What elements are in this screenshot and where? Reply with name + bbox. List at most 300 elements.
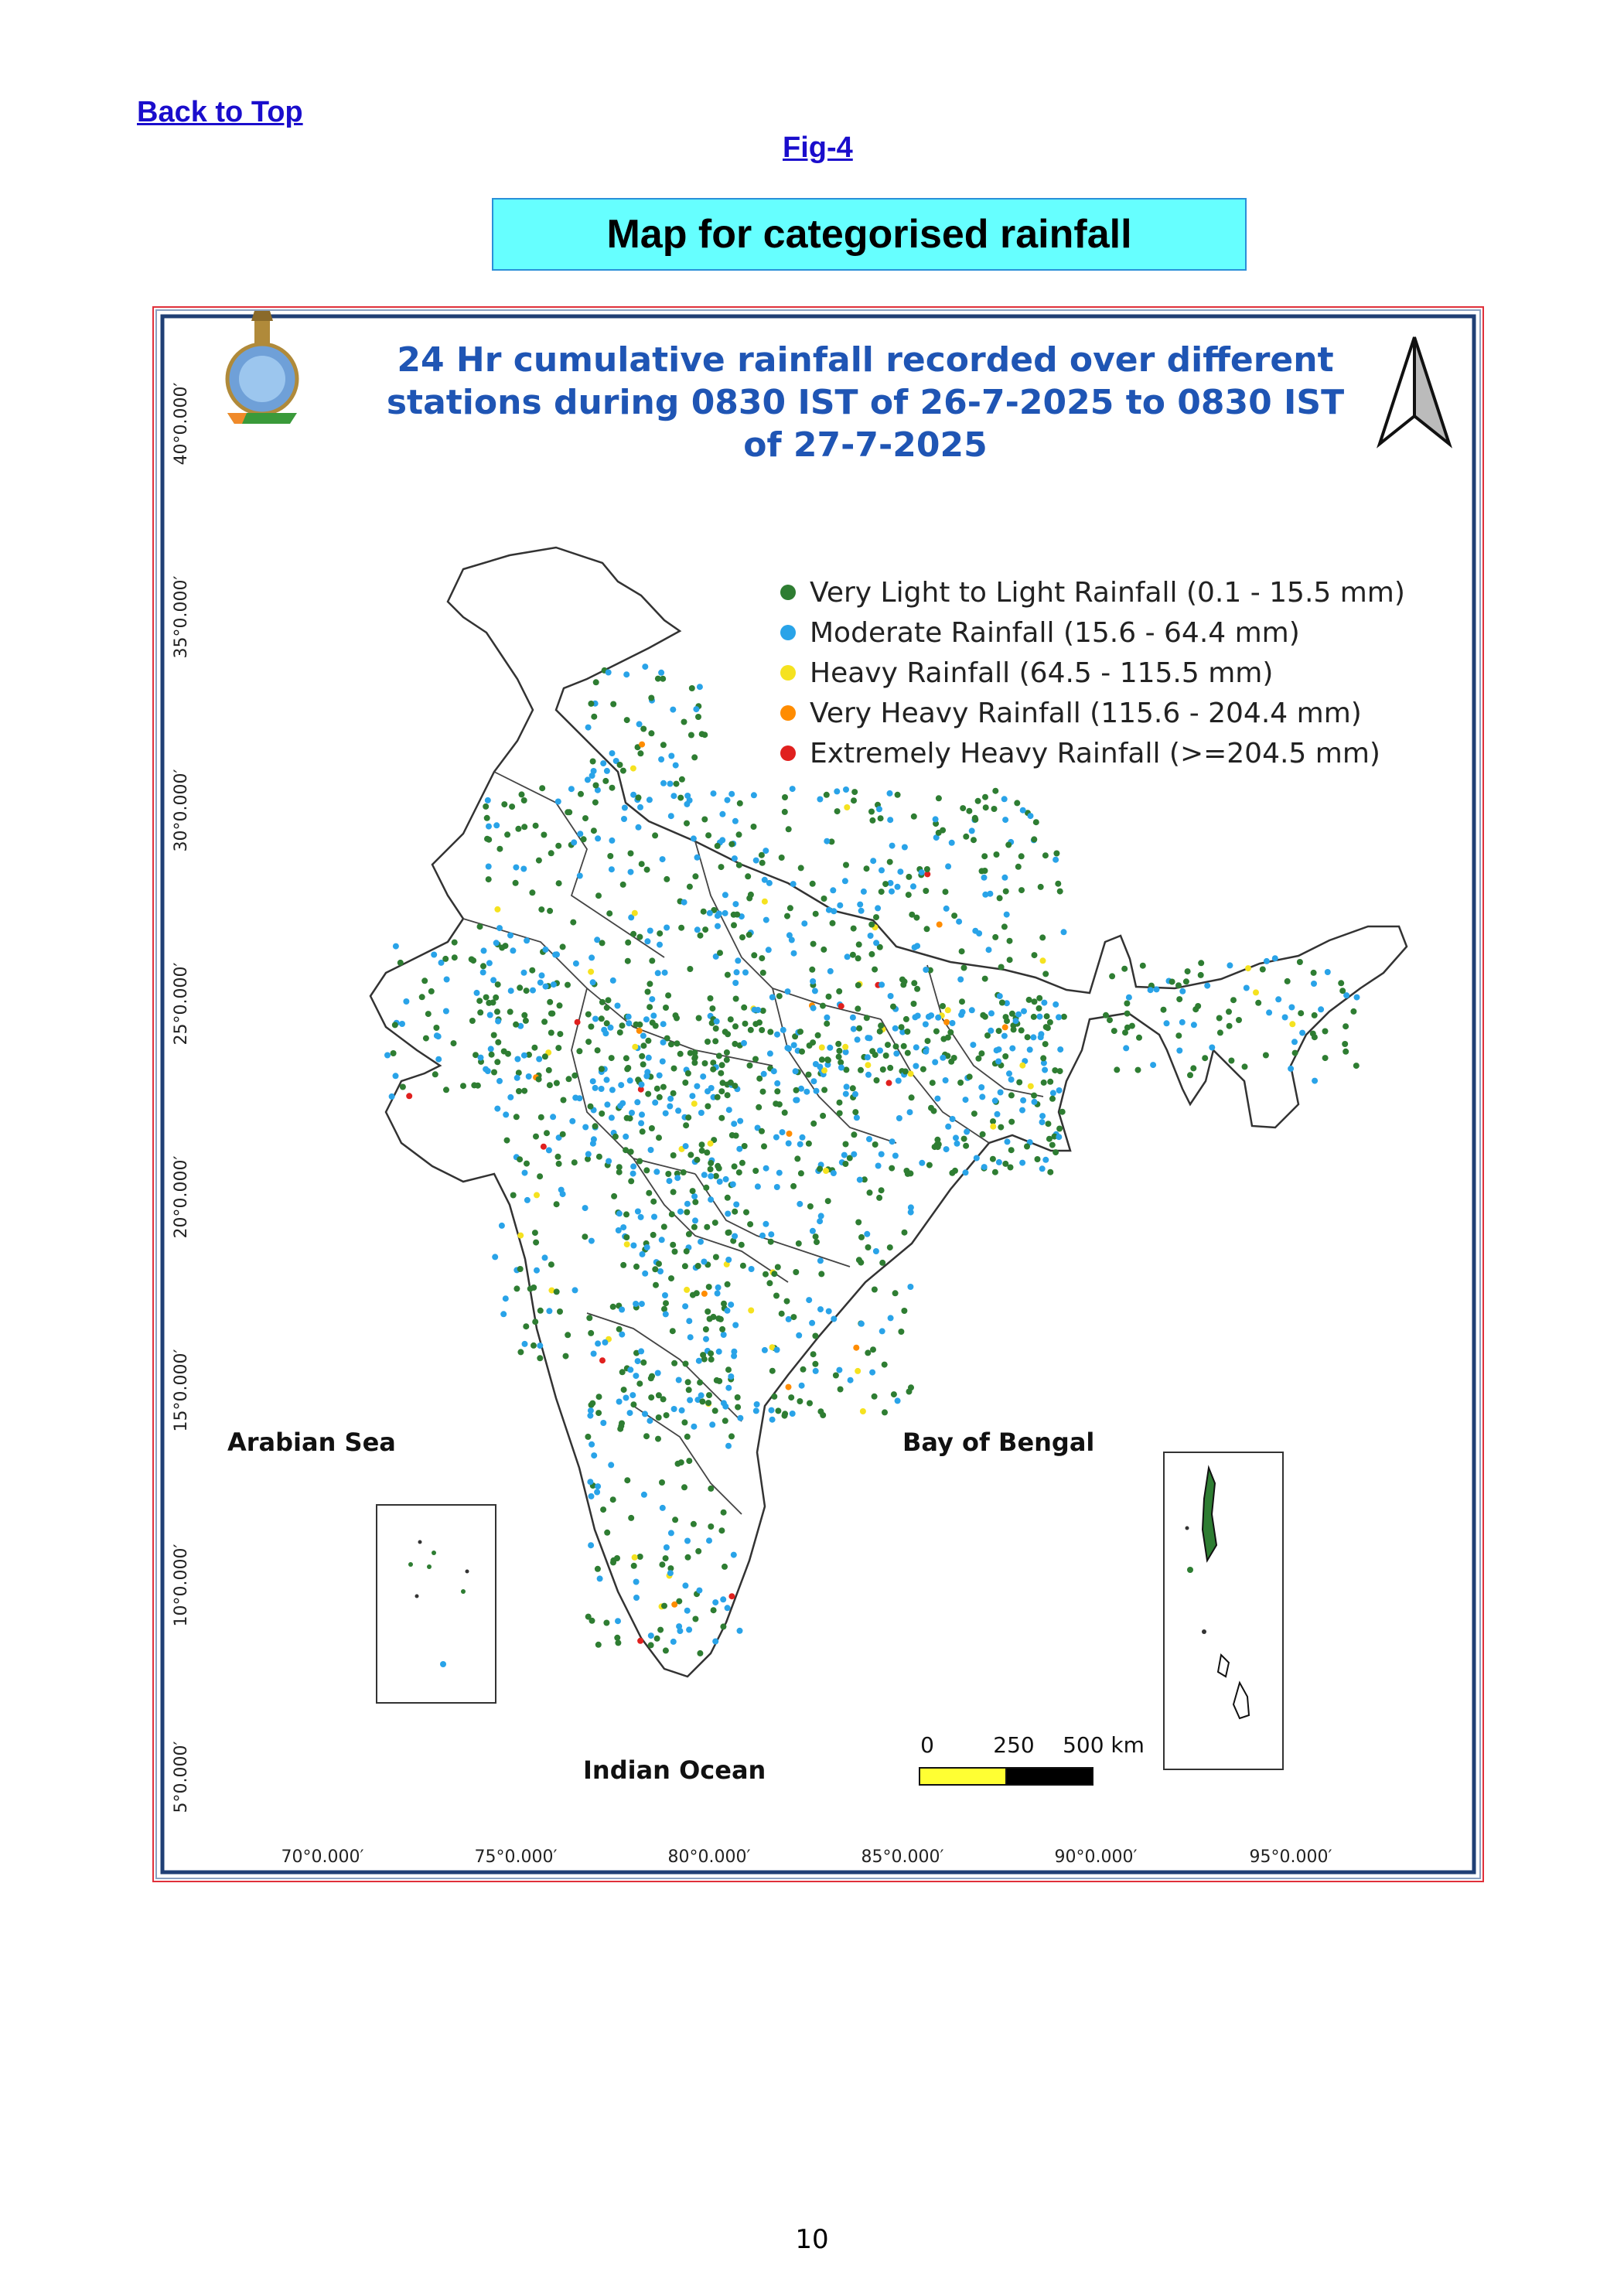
station-marker [879, 1328, 885, 1334]
station-marker [664, 1412, 670, 1418]
station-marker [990, 1124, 996, 1130]
station-marker [812, 1333, 818, 1339]
station-marker [515, 826, 521, 832]
station-marker [812, 1361, 818, 1367]
station-marker [696, 1015, 702, 1022]
station-marker [554, 1080, 560, 1087]
station-marker [787, 905, 793, 911]
station-marker [520, 866, 527, 872]
station-marker [517, 984, 523, 991]
station-marker [488, 1046, 494, 1052]
station-marker [726, 1107, 732, 1113]
station-marker [797, 1029, 803, 1035]
station-marker [853, 1345, 859, 1351]
station-marker [667, 1570, 674, 1576]
station-marker [779, 855, 785, 861]
station-marker [637, 804, 643, 810]
station-marker [630, 766, 636, 772]
station-marker [547, 999, 553, 1005]
station-marker [978, 1050, 984, 1056]
station-marker [517, 1266, 524, 1272]
lat-label-40: 40°0.000′ [172, 382, 191, 466]
station-marker [819, 1056, 825, 1063]
station-marker [943, 1077, 949, 1083]
station-marker [593, 783, 599, 789]
station-marker [766, 1280, 773, 1286]
station-marker [642, 664, 648, 670]
back-to-top-link[interactable]: Back to Top [137, 96, 303, 128]
station-marker [517, 1349, 524, 1355]
station-marker [435, 1033, 442, 1039]
station-marker [560, 1191, 566, 1197]
station-marker [836, 1048, 842, 1054]
station-marker [554, 1288, 560, 1295]
station-marker [810, 978, 816, 984]
station-marker [1039, 1113, 1046, 1119]
station-marker [1039, 934, 1046, 940]
station-marker [539, 972, 545, 978]
station-marker [1244, 985, 1250, 991]
station-marker [945, 1007, 951, 1013]
station-marker [592, 1016, 599, 1022]
station-marker [565, 809, 571, 815]
station-marker [771, 1271, 777, 1277]
station-marker [514, 1056, 520, 1063]
station-marker [556, 880, 562, 886]
station-marker [899, 977, 906, 983]
station-marker [701, 909, 707, 915]
station-marker [790, 786, 796, 792]
station-marker [663, 1311, 669, 1317]
station-marker [662, 1292, 668, 1298]
station-marker [572, 1287, 578, 1293]
station-marker [907, 1284, 913, 1290]
station-marker [697, 684, 703, 690]
station-marker [675, 1461, 681, 1467]
station-marker [1006, 1070, 1012, 1076]
station-marker [486, 864, 492, 870]
station-marker [670, 793, 677, 799]
station-marker [721, 1301, 727, 1307]
station-marker [660, 1396, 667, 1402]
station-marker [716, 1349, 722, 1355]
station-marker [694, 855, 701, 861]
station-marker [492, 1254, 498, 1260]
station-marker [974, 1155, 980, 1162]
station-marker [736, 831, 742, 838]
station-marker [644, 1244, 650, 1250]
station-marker [1202, 1055, 1208, 1061]
station-marker [737, 1415, 743, 1421]
station-marker [782, 1413, 788, 1419]
station-marker [620, 1262, 626, 1268]
station-marker [443, 1087, 449, 1093]
station-marker [824, 1015, 830, 1021]
station-marker [774, 1080, 780, 1087]
station-marker [442, 956, 449, 962]
station-marker [901, 1043, 907, 1049]
station-marker [1339, 988, 1346, 994]
station-marker [507, 933, 513, 939]
station-marker [705, 1308, 711, 1315]
station-marker [686, 1458, 692, 1464]
station-marker [1187, 1072, 1193, 1078]
station-marker [684, 1201, 691, 1207]
station-marker [810, 941, 817, 947]
station-marker [788, 1394, 794, 1400]
station-marker [958, 1012, 964, 1018]
station-marker [834, 808, 841, 814]
station-marker [1035, 1156, 1041, 1162]
station-marker [785, 988, 791, 994]
station-marker [776, 1170, 783, 1176]
station-marker [1343, 1023, 1349, 1029]
station-marker [1004, 1018, 1010, 1024]
station-marker [971, 837, 977, 843]
station-marker [664, 1544, 670, 1551]
station-marker [516, 1088, 522, 1094]
station-marker [595, 1642, 602, 1648]
lat-label-20: 20°0.000′ [172, 1155, 191, 1239]
station-marker [1056, 1014, 1062, 1020]
station-marker [496, 925, 503, 931]
legend-label-very-heavy: Very Heavy Rainfall (115.6 - 204.4 mm) [810, 698, 1362, 729]
station-marker [1044, 1013, 1050, 1019]
station-marker [712, 1220, 718, 1226]
station-marker [753, 1407, 759, 1414]
station-marker [784, 913, 790, 919]
station-marker [1169, 979, 1175, 985]
station-marker [532, 1230, 538, 1236]
station-marker [825, 1198, 831, 1204]
station-marker [1038, 1034, 1044, 1040]
station-marker [756, 1076, 763, 1082]
station-marker [602, 1339, 608, 1346]
station-marker [695, 1548, 701, 1554]
station-marker [503, 1295, 509, 1302]
station-marker [499, 1223, 505, 1229]
station-marker [923, 1022, 929, 1028]
station-marker [741, 1040, 747, 1046]
station-marker [685, 1114, 691, 1121]
station-marker [685, 1070, 691, 1076]
station-marker [595, 892, 602, 899]
station-marker [674, 781, 680, 787]
station-marker [737, 1628, 743, 1634]
station-marker [647, 928, 653, 934]
station-marker [992, 1169, 998, 1175]
station-marker [1140, 963, 1146, 969]
station-marker [843, 1141, 849, 1148]
station-marker [715, 1094, 721, 1100]
station-marker [1001, 796, 1008, 802]
station-marker [672, 1516, 678, 1523]
station-marker [703, 1326, 709, 1332]
station-marker [732, 1023, 739, 1029]
station-marker [796, 1332, 802, 1339]
station-marker [734, 969, 740, 975]
station-marker [848, 1377, 854, 1383]
station-marker [820, 1003, 826, 1009]
station-marker [940, 827, 946, 834]
station-marker [531, 1284, 537, 1291]
station-marker [670, 1152, 677, 1158]
station-marker [687, 797, 693, 803]
station-marker [857, 1177, 863, 1183]
station-marker [817, 797, 823, 803]
station-marker [731, 1552, 737, 1558]
station-marker [640, 726, 647, 732]
station-marker [722, 1564, 728, 1570]
station-marker [732, 818, 739, 824]
station-marker [1191, 1022, 1197, 1028]
station-marker [607, 853, 613, 859]
station-marker [799, 1049, 805, 1055]
station-marker [660, 1039, 667, 1046]
station-marker [910, 883, 916, 889]
station-marker [1289, 1021, 1295, 1027]
station-marker [513, 1022, 519, 1028]
station-marker [824, 838, 830, 844]
station-marker [623, 1134, 629, 1140]
station-marker [555, 843, 561, 849]
station-marker [1312, 1034, 1318, 1040]
station-marker [549, 1011, 555, 1017]
station-marker [636, 1028, 643, 1034]
station-marker [485, 1068, 491, 1074]
station-marker [949, 1170, 955, 1176]
station-marker [667, 1178, 673, 1184]
station-marker [1047, 1019, 1053, 1025]
station-marker [833, 1373, 839, 1379]
station-marker [1019, 1160, 1025, 1166]
station-marker [959, 948, 965, 954]
station-marker [786, 1384, 792, 1390]
station-marker [855, 955, 861, 961]
station-marker [763, 1271, 769, 1278]
station-marker [691, 1224, 698, 1230]
station-marker [855, 1036, 861, 1042]
station-marker [981, 1164, 988, 1170]
station-marker [696, 1358, 702, 1364]
station-marker [682, 1080, 688, 1086]
station-marker [760, 1089, 766, 1095]
station-marker [842, 878, 848, 884]
station-marker [836, 1367, 842, 1373]
station-marker [538, 906, 544, 913]
station-marker [642, 1411, 648, 1417]
station-marker [761, 1143, 767, 1149]
station-marker [638, 1214, 644, 1220]
station-marker [1007, 938, 1013, 944]
station-marker [684, 1248, 690, 1254]
station-marker [1148, 987, 1154, 993]
station-marker [1299, 1030, 1305, 1036]
station-marker [773, 1293, 780, 1299]
station-marker [693, 706, 699, 712]
station-marker [1008, 1076, 1015, 1083]
station-marker [877, 1048, 883, 1054]
figure-link[interactable]: Fig-4 [783, 131, 853, 164]
station-marker [636, 794, 642, 800]
station-marker [609, 785, 616, 791]
station-marker [736, 1146, 742, 1152]
station-marker [716, 1052, 722, 1059]
station-marker [1043, 1024, 1049, 1030]
station-marker [554, 951, 560, 957]
station-marker [604, 1005, 610, 1011]
station-marker [597, 1575, 603, 1581]
station-marker [715, 1315, 722, 1322]
station-marker [719, 837, 725, 843]
station-marker [887, 817, 893, 823]
station-marker [487, 1012, 493, 1018]
station-marker [956, 919, 962, 925]
station-marker [771, 1068, 777, 1074]
station-marker [699, 1398, 705, 1404]
station-marker [632, 1554, 638, 1561]
station-marker [752, 1168, 759, 1174]
station-marker [600, 760, 606, 766]
station-marker [810, 1351, 817, 1357]
station-marker [963, 1169, 969, 1175]
station-marker [655, 676, 661, 682]
station-marker [670, 1189, 677, 1195]
station-marker [640, 1360, 647, 1366]
station-marker [671, 1066, 677, 1072]
station-marker [652, 1100, 658, 1106]
station-marker [1032, 952, 1038, 958]
station-marker [654, 1086, 660, 1092]
station-marker [582, 1205, 589, 1211]
station-marker [591, 1136, 597, 1142]
station-marker [1025, 1034, 1031, 1040]
station-marker [602, 778, 609, 784]
station-marker [606, 997, 612, 1003]
station-marker [392, 1022, 398, 1028]
station-marker [684, 1608, 691, 1614]
station-marker [619, 1421, 625, 1427]
station-marker [644, 938, 650, 944]
station-marker [659, 1479, 665, 1486]
station-marker [630, 931, 636, 937]
station-marker [940, 1003, 946, 1009]
lon-label-70: 70°0.000′ [281, 1847, 364, 1867]
station-marker [592, 1123, 599, 1129]
station-marker [588, 969, 594, 975]
station-marker [852, 1109, 858, 1115]
station-marker [1228, 1058, 1234, 1064]
station-marker [555, 1154, 561, 1160]
station-marker [691, 1056, 698, 1062]
station-marker [856, 1257, 862, 1263]
station-marker [722, 910, 728, 916]
station-marker [532, 1319, 538, 1325]
station-marker [635, 1358, 641, 1364]
station-marker [649, 996, 655, 1002]
station-marker [643, 1433, 650, 1439]
station-marker [943, 906, 950, 912]
station-marker [590, 1078, 596, 1084]
station-marker [675, 1107, 681, 1114]
station-marker [925, 1038, 931, 1044]
station-marker [648, 1375, 654, 1381]
station-marker [524, 1161, 530, 1167]
station-marker [533, 823, 539, 829]
station-marker [542, 1254, 548, 1261]
station-marker [807, 1203, 814, 1209]
station-marker [529, 889, 535, 896]
station-marker [869, 817, 875, 824]
station-marker [1311, 970, 1317, 976]
station-marker [1312, 1078, 1318, 1084]
station-marker [625, 940, 631, 946]
station-marker [1007, 957, 1013, 963]
station-marker [732, 1163, 738, 1169]
station-marker [937, 922, 943, 928]
station-marker [817, 1218, 823, 1224]
station-marker [533, 1134, 539, 1140]
station-marker [1164, 1020, 1170, 1026]
station-marker [1053, 1001, 1059, 1008]
station-marker [627, 1410, 633, 1416]
station-marker [1033, 819, 1039, 825]
station-marker [810, 881, 816, 887]
station-marker [419, 994, 425, 1000]
station-marker [577, 873, 583, 879]
station-marker [883, 1052, 889, 1059]
station-marker [712, 1639, 718, 1645]
station-marker [639, 1111, 645, 1117]
legend-label-moderate: Moderate Rainfall (15.6 - 64.4 mm) [810, 617, 1300, 649]
station-marker [636, 721, 643, 727]
station-marker [565, 982, 571, 988]
station-marker [587, 1479, 593, 1485]
station-marker [708, 1523, 714, 1530]
station-marker [620, 768, 626, 774]
station-marker [715, 913, 721, 919]
station-marker [608, 1462, 614, 1468]
station-marker [486, 837, 492, 843]
station-marker [753, 858, 759, 864]
station-marker [992, 934, 998, 940]
station-marker [756, 1019, 763, 1025]
station-marker [722, 1029, 728, 1035]
station-marker [878, 1022, 884, 1029]
station-marker [763, 1165, 769, 1172]
station-marker [1042, 1041, 1049, 1047]
station-marker [391, 1050, 397, 1056]
station-marker [595, 835, 601, 841]
station-marker [735, 957, 741, 964]
station-marker [713, 1025, 719, 1032]
station-marker [873, 940, 879, 946]
station-marker [791, 1042, 797, 1049]
station-marker [992, 1097, 998, 1104]
station-marker [817, 1064, 823, 1070]
station-marker [624, 1241, 630, 1247]
station-marker [452, 940, 458, 946]
station-marker [836, 1054, 842, 1060]
station-marker [557, 1002, 563, 1008]
station-marker [1264, 958, 1270, 964]
station-marker [546, 1067, 552, 1073]
station-marker [428, 988, 435, 994]
station-marker [648, 1642, 654, 1648]
station-marker [650, 1012, 657, 1018]
station-marker [793, 1087, 800, 1093]
station-marker [480, 969, 486, 975]
